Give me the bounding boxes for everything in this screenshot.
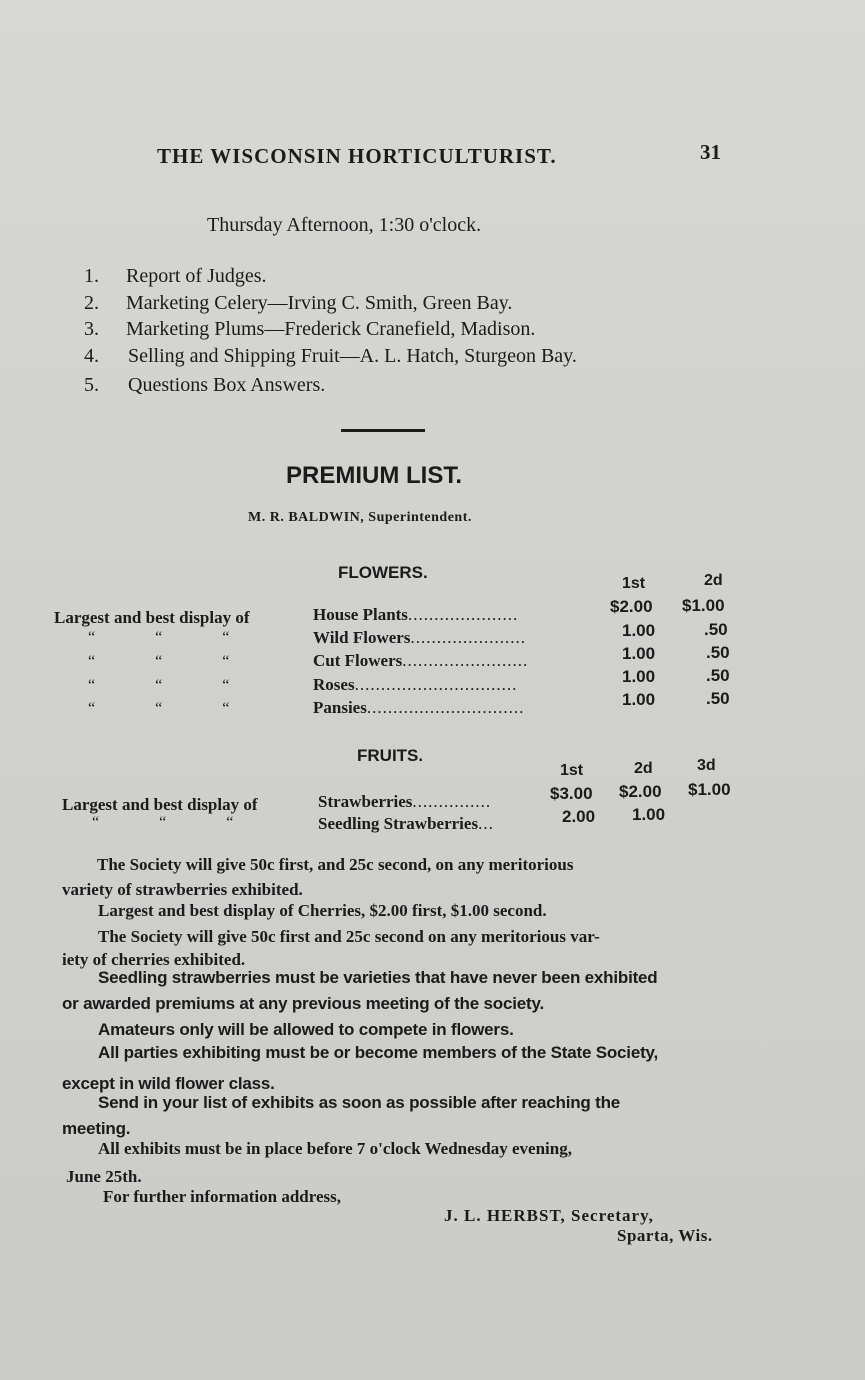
flowers-row bbox=[313, 675, 517, 695]
program-item bbox=[84, 374, 325, 397]
fruits-row-lead: Largest and best display of bbox=[62, 795, 258, 814]
ditto-marks: “ “ “ bbox=[88, 653, 232, 670]
fruits-second-prize: $2.00 bbox=[619, 782, 662, 801]
ditto-marks: “ “ “ bbox=[88, 700, 232, 717]
program-item-text: Marketing Celery—Irving C. Smith, Green Bay. bbox=[126, 292, 513, 314]
note-line: All parties exhibiting must be or become members of the State Society, bbox=[98, 1043, 659, 1062]
flowers-row-lead: Largest and best display of bbox=[54, 608, 250, 627]
flowers-second-prize: .50 bbox=[706, 643, 730, 662]
note-line: The Society will give 50c first and 25c second on any meritorious var- bbox=[98, 927, 600, 946]
flowers-row bbox=[313, 605, 518, 625]
flowers-first-prize: 1.00 bbox=[622, 644, 656, 663]
program-item bbox=[84, 345, 577, 368]
note-line: The Society will give 50c first, and 25c second, on any meritorious bbox=[97, 855, 574, 874]
leader-dots: ... bbox=[478, 814, 494, 833]
flowers-second-prize: .50 bbox=[704, 620, 728, 639]
leader-dots: ............... bbox=[412, 792, 492, 811]
fruits-first-prize: 2.00 bbox=[562, 807, 596, 826]
leader-dots: ..................... bbox=[407, 605, 519, 624]
flowers-col-1st: 1st bbox=[622, 575, 646, 592]
signature-place: Sparta, Wis. bbox=[617, 1226, 713, 1245]
fruits-first-prize: $3.00 bbox=[550, 784, 593, 803]
fruits-second-prize: 1.00 bbox=[632, 805, 666, 824]
flowers-item: House Plants bbox=[313, 605, 408, 624]
section-divider bbox=[341, 429, 425, 432]
program-item-number: 3. bbox=[84, 318, 99, 340]
note-line: variety of strawberries exhibited. bbox=[62, 880, 303, 899]
page-number: 31 bbox=[700, 140, 721, 164]
flowers-item: Pansies bbox=[313, 698, 367, 717]
program-item-number: 2. bbox=[84, 292, 99, 314]
ditto-marks: “ “ “ bbox=[88, 677, 232, 694]
program-item-text: Questions Box Answers. bbox=[128, 374, 326, 396]
note-line: Largest and best display of Cherries, $2.00 first, $1.00 second. bbox=[98, 901, 547, 920]
program-item-number: 4. bbox=[84, 345, 99, 367]
program-item bbox=[84, 318, 535, 341]
program-item bbox=[84, 265, 267, 288]
note-line: For further information address, bbox=[103, 1187, 341, 1206]
ditto-marks: “ “ “ bbox=[88, 629, 232, 646]
flowers-item: Wild Flowers bbox=[313, 628, 411, 647]
flowers-item: Roses bbox=[313, 675, 355, 694]
note-line: All exhibits must be in place before 7 o'clock Wednesday evening, bbox=[98, 1139, 572, 1158]
fruits-heading: FRUITS. bbox=[357, 746, 424, 765]
leader-dots: ............................... bbox=[354, 675, 518, 694]
flowers-item: Cut Flowers bbox=[313, 651, 403, 670]
fruits-third-prize: $1.00 bbox=[688, 780, 731, 799]
flowers-col-2d: 2d bbox=[704, 572, 723, 589]
flowers-second-prize: .50 bbox=[706, 666, 730, 685]
leader-dots: ...................... bbox=[410, 628, 526, 647]
flowers-row bbox=[313, 651, 528, 671]
note-line: iety of cherries exhibited. bbox=[62, 950, 246, 969]
session-heading: Thursday Afternoon, 1:30 o'clock. bbox=[207, 214, 482, 236]
flowers-second-prize: .50 bbox=[706, 689, 730, 708]
fruits-item: Seedling Strawberries bbox=[318, 814, 479, 833]
signature-name: J. L. HERBST, Secretary, bbox=[444, 1206, 654, 1225]
program-item-text: Selling and Shipping Fruit—A. L. Hatch, Sturgeon Bay. bbox=[128, 345, 577, 367]
fruits-item: Strawberries bbox=[318, 792, 413, 811]
fruits-col-3d: 3d bbox=[697, 757, 716, 774]
note-line: except in wild flower class. bbox=[62, 1074, 275, 1093]
note-line: meeting. bbox=[62, 1119, 131, 1138]
flowers-first-prize: 1.00 bbox=[622, 690, 656, 709]
note-line: or awarded premiums at any previous meeting of the society. bbox=[62, 994, 544, 1013]
flowers-row bbox=[313, 698, 524, 718]
leader-dots: ........................ bbox=[402, 651, 529, 670]
leader-dots: .............................. bbox=[366, 698, 525, 717]
flowers-row bbox=[313, 628, 526, 648]
fruits-row bbox=[318, 792, 491, 812]
flowers-first-prize: 1.00 bbox=[622, 667, 656, 686]
program-item-number: 5. bbox=[84, 374, 99, 396]
flowers-second-prize: $1.00 bbox=[682, 596, 725, 615]
flowers-heading: FLOWERS. bbox=[338, 563, 428, 582]
superintendent-line: M. R. BALDWIN, Superintendent. bbox=[248, 510, 472, 525]
note-line: Amateurs only will be allowed to compete in flowers. bbox=[98, 1020, 514, 1039]
fruits-row bbox=[318, 814, 494, 834]
running-title: THE WISCONSIN HORTICULTURIST. bbox=[157, 144, 557, 168]
fruits-col-1st: 1st bbox=[560, 762, 584, 779]
note-line: June 25th. bbox=[66, 1167, 142, 1186]
premium-list-title: PREMIUM LIST. bbox=[286, 462, 463, 489]
program-item-text: Report of Judges. bbox=[126, 265, 267, 287]
ditto-marks: “ “ “ bbox=[92, 814, 236, 831]
fruits-col-2d: 2d bbox=[634, 760, 653, 777]
flowers-first-prize: 1.00 bbox=[622, 621, 656, 640]
program-item-number: 1. bbox=[84, 265, 99, 287]
program-item bbox=[84, 292, 512, 315]
flowers-first-prize: $2.00 bbox=[610, 597, 653, 616]
note-line: Seedling strawberries must be varieties that have never been exhibited bbox=[98, 968, 658, 987]
note-line: Send in your list of exhibits as soon as possible after reaching the bbox=[98, 1093, 621, 1112]
program-item-text: Marketing Plums—Frederick Cranefield, Madison. bbox=[126, 318, 536, 340]
